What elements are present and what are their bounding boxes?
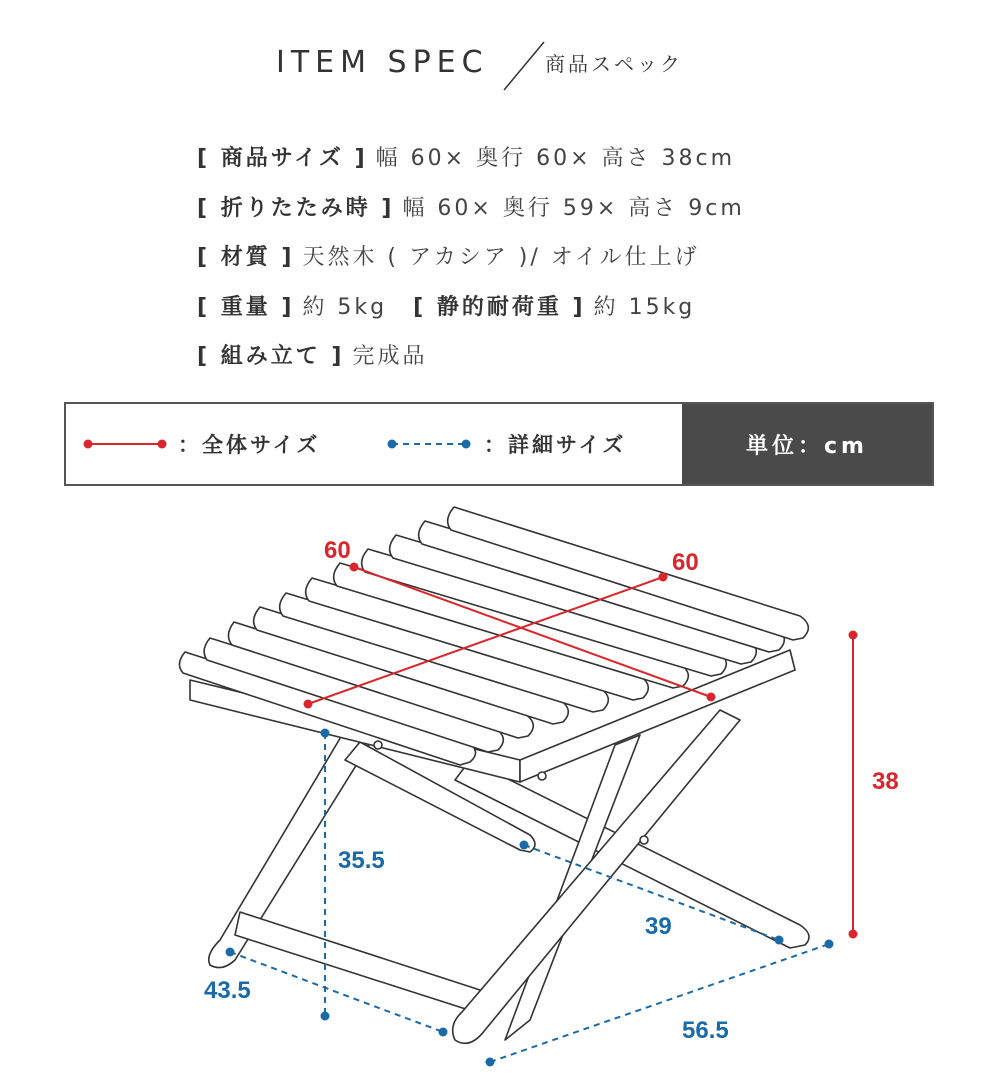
spec-value: 天然木 ( アカシア )/ オイル仕上げ [302,245,700,271]
spec-list [197,132,745,380]
dim-label-seat-height: 35.5 [338,847,385,874]
spec-value: 完成品 [352,344,428,370]
spec-label: [ 商品サイズ ] [197,146,368,172]
title-english: ITEM SPEC [276,45,489,80]
detail-size-line-icon [386,437,472,451]
spec-weight [197,281,745,331]
overall-size-line-icon [82,437,168,451]
spec-product-size [197,132,745,182]
page-header [0,38,1000,98]
spec-label: [ 折りたたみ時 ] [197,195,395,221]
dim-label-overall-depth: 60 [324,537,351,564]
unit-label: 単位：cm [682,404,932,484]
spec-folded-size [197,182,745,232]
legend-overall-label: ：全体サイズ [178,433,321,457]
dim-label-leg-length: 39 [645,913,672,940]
legend-detail-label: ：詳細サイズ [484,433,627,457]
dim-label-base-depth: 56.5 [682,1017,729,1044]
spec-value: 幅 60× 奥行 60× 高さ 38cm [375,146,736,172]
spec-label-load: [ 静的耐荷重 ] [413,294,586,320]
title-slash-divider [500,38,550,98]
dim-label-base-width: 43.5 [204,977,251,1004]
spec-label: [ 組み立て ] [197,344,345,370]
title-japanese: 商品スペック [545,52,683,76]
dim-label-overall-width: 60 [672,549,699,576]
spec-value-load: 約 15kg [593,294,696,320]
spec-value: 幅 60× 奥行 59× 高さ 9cm [402,195,745,221]
spec-label: [ 材質 ] [197,245,295,271]
dim-label-overall-height: 38 [872,768,899,795]
spec-value: 約 5kg [302,294,388,320]
stool-dimension-diagram [0,500,1000,1092]
spec-label: [ 重量 ] [197,294,295,320]
stool-illustration [179,507,809,1043]
spec-assembly [197,330,745,380]
dimension-legend [64,402,934,486]
spec-material [197,231,745,281]
